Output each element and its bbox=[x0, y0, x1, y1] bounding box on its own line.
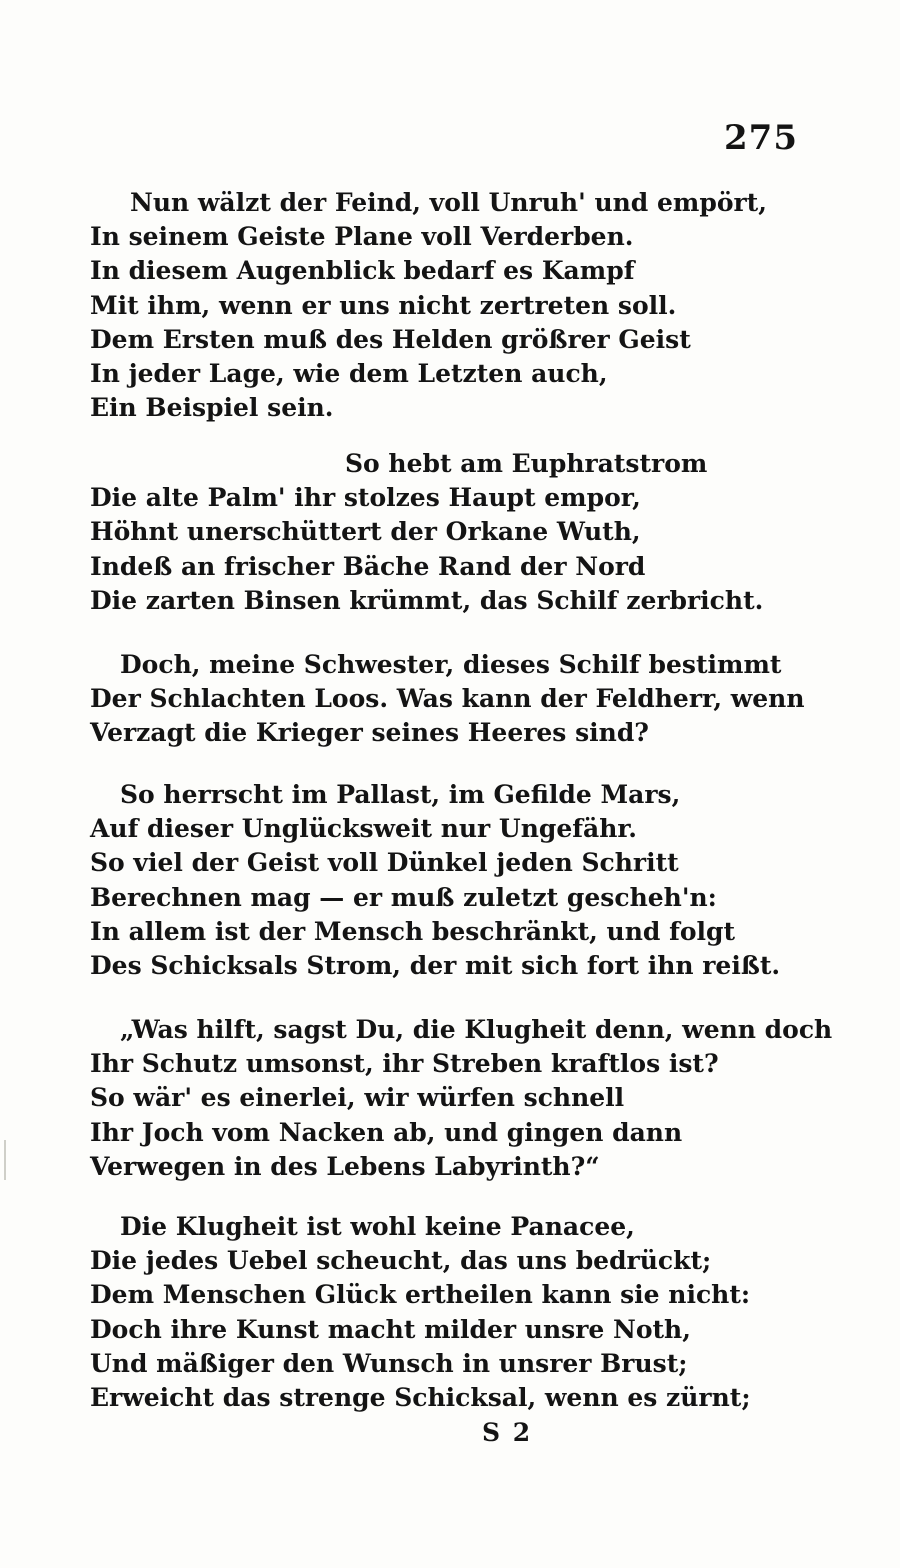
verse-line: Doch ihre Kunst macht milder unsre Noth, bbox=[90, 1314, 691, 1344]
verse-line: In allem ist der Mensch beschränkt, und folgt bbox=[90, 916, 736, 946]
verse-line: Ein Beispiel sein. bbox=[90, 393, 334, 423]
verse-line: Berechnen mag — er muß zuletzt gescheh'n: bbox=[90, 882, 717, 912]
verse-line: Die zarten Binsen krümmt, das Schilf zerbricht. bbox=[90, 585, 764, 615]
verse-line: Der Schlachten Loos. Was kann der Feldherr, wenn bbox=[90, 684, 805, 714]
stanza-2 bbox=[90, 447, 810, 618]
verse-line: Indeß an frischer Bäche Rand der Nord bbox=[90, 551, 646, 581]
verse-line: Die Klugheit ist wohl keine Panacee, bbox=[120, 1212, 635, 1241]
verse-line: Auf dieser Unglücksweit nur Ungefähr. bbox=[90, 814, 637, 844]
verse-line: So herrscht im Pallast, im Gefilde Mars, bbox=[120, 780, 681, 809]
verse-line: „Was hilft, sagst Du, die Klugheit denn, wenn doch bbox=[120, 1015, 833, 1044]
verse-line: Höhnt unerschüttert der Orkane Wuth, bbox=[90, 517, 641, 547]
scan-edge-mark bbox=[4, 1140, 6, 1180]
verse-line: In diesem Augenblick bedarf es Kampf bbox=[90, 256, 635, 286]
verse-line: In seinem Geiste Plane voll Verderben. bbox=[90, 222, 634, 252]
verse-line: So viel der Geist voll Dünkel jeden Schritt bbox=[90, 848, 679, 878]
verse-line: Doch, meine Schwester, dieses Schilf bestimmt bbox=[120, 650, 782, 679]
verse-line: Ihr Schutz umsonst, ihr Streben kraftlos ist? bbox=[90, 1049, 719, 1079]
stanza-6 bbox=[90, 1210, 810, 1415]
verse-line: So wär' es einerlei, wir würfen schnell bbox=[90, 1083, 625, 1113]
verse-line: Verzagt die Krieger seines Heeres sind? bbox=[90, 718, 649, 748]
stanza-4 bbox=[90, 778, 810, 983]
page-number: 275 bbox=[724, 118, 798, 158]
stanza-1 bbox=[90, 186, 810, 425]
verse-line: Die jedes Uebel scheucht, das uns bedrückt; bbox=[90, 1246, 712, 1276]
verse-line: Des Schicksals Strom, der mit sich fort ihn reißt. bbox=[90, 950, 781, 980]
verse-line: Erweicht das strenge Schicksal, wenn es zürnt; bbox=[90, 1382, 751, 1412]
verse-line: Nun wälzt der Feind, voll Unruh' und empört, bbox=[130, 188, 767, 217]
verse-line: Dem Menschen Glück ertheilen kann sie nicht: bbox=[90, 1280, 751, 1310]
verse-line: Dem Ersten muß des Helden größrer Geist bbox=[90, 324, 691, 354]
stanza-3 bbox=[90, 648, 810, 751]
verse-line: Die alte Palm' ihr stolzes Haupt empor, bbox=[90, 483, 641, 513]
verse-line: Und mäßiger den Wunsch in unsrer Brust; bbox=[90, 1348, 688, 1378]
verse-line: Verwegen in des Lebens Labyrinth?“ bbox=[90, 1151, 600, 1181]
verse-line: So hebt am Euphratstrom bbox=[345, 449, 708, 478]
stanza-5 bbox=[90, 1013, 833, 1184]
verse-line: In jeder Lage, wie dem Letzten auch, bbox=[90, 358, 608, 388]
printer-signature: S 2 bbox=[482, 1418, 533, 1447]
verse-line: Ihr Joch vom Nacken ab, und gingen dann bbox=[90, 1117, 683, 1147]
verse-line: Mit ihm, wenn er uns nicht zertreten soll. bbox=[90, 290, 677, 320]
